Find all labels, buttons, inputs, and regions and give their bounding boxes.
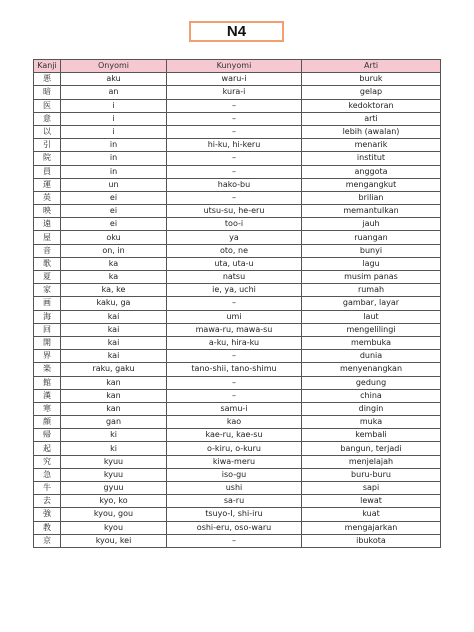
cell-onyomi: an [61, 86, 167, 99]
cell-arti: mengelilingi [302, 323, 441, 336]
table-row [34, 389, 441, 402]
table-row [34, 73, 441, 86]
cell-kunyomi: ushi [167, 482, 302, 495]
cell-onyomi: kyou [61, 521, 167, 534]
cell-kunyomi: uta, uta-u [167, 257, 302, 270]
cell-kanji: 院 [34, 152, 61, 165]
cell-arti: mengajarkan [302, 521, 441, 534]
cell-kunyomi: natsu [167, 271, 302, 284]
table-row [34, 376, 441, 389]
cell-onyomi: kan [61, 402, 167, 415]
cell-arti: menyenangkan [302, 363, 441, 376]
cell-kunyomi: utsu-su, he-eru [167, 205, 302, 218]
table-row [34, 336, 441, 349]
kanji-table [33, 59, 441, 548]
table-row [34, 429, 441, 442]
cell-kunyomi: – [167, 191, 302, 204]
table-row [34, 416, 441, 429]
cell-kunyomi: – [167, 99, 302, 112]
cell-kunyomi: – [167, 389, 302, 402]
cell-kunyomi: sa-ru [167, 495, 302, 508]
cell-kanji: 遠 [34, 218, 61, 231]
cell-onyomi: kyuu [61, 455, 167, 468]
cell-kunyomi: samu-i [167, 402, 302, 415]
cell-kanji: 医 [34, 99, 61, 112]
cell-arti: mengangkut [302, 178, 441, 191]
cell-kanji: 海 [34, 310, 61, 323]
cell-arti: gambar, layar [302, 297, 441, 310]
cell-arti: ruangan [302, 231, 441, 244]
table-row [34, 350, 441, 363]
cell-kunyomi: hi-ku, hi-keru [167, 139, 302, 152]
cell-kanji: 急 [34, 468, 61, 481]
cell-onyomi: kai [61, 323, 167, 336]
cell-kunyomi: ya [167, 231, 302, 244]
table-row [34, 323, 441, 336]
cell-kunyomi: kiwa-meru [167, 455, 302, 468]
cell-arti: musim panas [302, 271, 441, 284]
cell-kunyomi: kae-ru, kae-su [167, 429, 302, 442]
cell-kunyomi: – [167, 297, 302, 310]
table-row [34, 482, 441, 495]
cell-kunyomi: hako-bu [167, 178, 302, 191]
cell-arti: bangun, terjadi [302, 442, 441, 455]
cell-arti: china [302, 389, 441, 402]
cell-kunyomi: – [167, 112, 302, 125]
cell-kanji: 運 [34, 178, 61, 191]
cell-arti: kembali [302, 429, 441, 442]
cell-arti: menjelajah [302, 455, 441, 468]
table-row [34, 178, 441, 191]
cell-onyomi: on, in [61, 244, 167, 257]
cell-onyomi: aku [61, 73, 167, 86]
cell-kunyomi: mawa-ru, mawa-su [167, 323, 302, 336]
cell-kanji: 音 [34, 244, 61, 257]
cell-arti: arti [302, 112, 441, 125]
cell-onyomi: ka [61, 271, 167, 284]
cell-kunyomi: umi [167, 310, 302, 323]
cell-onyomi: i [61, 99, 167, 112]
table-row [34, 297, 441, 310]
cell-kanji: 映 [34, 205, 61, 218]
cell-kanji: 員 [34, 165, 61, 178]
cell-onyomi: gyuu [61, 482, 167, 495]
cell-kanji: 界 [34, 350, 61, 363]
cell-arti: buruk [302, 73, 441, 86]
cell-onyomi: kai [61, 336, 167, 349]
cell-arti: jauh [302, 218, 441, 231]
header-kunyomi: Kunyomi [167, 60, 302, 73]
cell-arti: buru-buru [302, 468, 441, 481]
cell-arti: brilian [302, 191, 441, 204]
cell-kunyomi: – [167, 152, 302, 165]
cell-arti: institut [302, 152, 441, 165]
cell-arti: gelap [302, 86, 441, 99]
cell-arti: anggota [302, 165, 441, 178]
header-onyomi: Onyomi [61, 60, 167, 73]
cell-onyomi: oku [61, 231, 167, 244]
table-row [34, 521, 441, 534]
cell-onyomi: ka [61, 257, 167, 270]
cell-arti: kedoktoran [302, 99, 441, 112]
cell-kanji: 以 [34, 125, 61, 138]
cell-arti: gedung [302, 376, 441, 389]
cell-arti: bunyi [302, 244, 441, 257]
cell-kanji: 楽 [34, 363, 61, 376]
cell-kanji: 顔 [34, 416, 61, 429]
table-row [34, 495, 441, 508]
cell-arti: dingin [302, 402, 441, 415]
cell-onyomi: kyuu [61, 468, 167, 481]
cell-kunyomi: – [167, 125, 302, 138]
cell-kanji: 英 [34, 191, 61, 204]
cell-kanji: 暗 [34, 86, 61, 99]
cell-kanji: 家 [34, 284, 61, 297]
cell-kunyomi: tsuyo-I, shi-iru [167, 508, 302, 521]
table-row [34, 468, 441, 481]
cell-arti: lebih (awalan) [302, 125, 441, 138]
cell-kanji: 画 [34, 297, 61, 310]
cell-kanji: 開 [34, 336, 61, 349]
table-row [34, 244, 441, 257]
header-kanji: Kanji [34, 60, 61, 73]
table-row [34, 152, 441, 165]
cell-onyomi: kai [61, 310, 167, 323]
cell-kunyomi: oshi-eru, oso-waru [167, 521, 302, 534]
cell-arti: rumah [302, 284, 441, 297]
cell-kanji: 館 [34, 376, 61, 389]
cell-arti: memantulkan [302, 205, 441, 218]
cell-kanji: 教 [34, 521, 61, 534]
cell-onyomi: un [61, 178, 167, 191]
cell-kanji: 歌 [34, 257, 61, 270]
cell-onyomi: kan [61, 389, 167, 402]
cell-onyomi: raku, gaku [61, 363, 167, 376]
cell-kanji: 去 [34, 495, 61, 508]
table-row [34, 284, 441, 297]
cell-kunyomi: kura-i [167, 86, 302, 99]
cell-arti: membuka [302, 336, 441, 349]
table-row [34, 125, 441, 138]
table-row [34, 534, 441, 547]
cell-onyomi: ki [61, 442, 167, 455]
cell-kunyomi: tano-shii, tano-shimu [167, 363, 302, 376]
cell-arti: lagu [302, 257, 441, 270]
cell-onyomi: ki [61, 429, 167, 442]
table-row [34, 205, 441, 218]
table-row [34, 442, 441, 455]
table-row [34, 363, 441, 376]
table-row [34, 271, 441, 284]
table-row [34, 508, 441, 521]
cell-arti: sapi [302, 482, 441, 495]
cell-onyomi: kyou, kei [61, 534, 167, 547]
cell-kunyomi: o-kiru, o-kuru [167, 442, 302, 455]
cell-kunyomi: a-ku, hira-ku [167, 336, 302, 349]
cell-arti: dunia [302, 350, 441, 363]
cell-onyomi: ka, ke [61, 284, 167, 297]
cell-kunyomi: – [167, 350, 302, 363]
cell-kanji: 夏 [34, 271, 61, 284]
cell-kanji: 帰 [34, 429, 61, 442]
cell-onyomi: kai [61, 350, 167, 363]
table-header-row [34, 60, 441, 73]
cell-kunyomi: – [167, 165, 302, 178]
cell-kanji: 寒 [34, 402, 61, 415]
page-title: N4 [189, 21, 284, 42]
cell-arti: menarik [302, 139, 441, 152]
table-row [34, 257, 441, 270]
cell-onyomi: ei [61, 218, 167, 231]
cell-onyomi: kaku, ga [61, 297, 167, 310]
cell-kanji: 悪 [34, 73, 61, 86]
cell-kunyomi: too-i [167, 218, 302, 231]
table-row [34, 112, 441, 125]
cell-onyomi: ei [61, 205, 167, 218]
cell-kanji: 屋 [34, 231, 61, 244]
cell-kunyomi: iso-gu [167, 468, 302, 481]
cell-onyomi: in [61, 139, 167, 152]
header-arti: Arti [302, 60, 441, 73]
cell-arti: kuat [302, 508, 441, 521]
cell-arti: muka [302, 416, 441, 429]
cell-kunyomi: waru-i [167, 73, 302, 86]
table-row [34, 402, 441, 415]
table-row [34, 165, 441, 178]
cell-kanji: 強 [34, 508, 61, 521]
table-row [34, 310, 441, 323]
cell-kanji: 究 [34, 455, 61, 468]
cell-onyomi: kyo, ko [61, 495, 167, 508]
cell-onyomi: i [61, 112, 167, 125]
cell-onyomi: in [61, 152, 167, 165]
cell-kanji: 京 [34, 534, 61, 547]
cell-kunyomi: kao [167, 416, 302, 429]
cell-kanji: 意 [34, 112, 61, 125]
table-row [34, 99, 441, 112]
cell-kunyomi: – [167, 376, 302, 389]
cell-onyomi: i [61, 125, 167, 138]
cell-kanji: 漢 [34, 389, 61, 402]
table-row [34, 139, 441, 152]
cell-kunyomi: ie, ya, uchi [167, 284, 302, 297]
cell-arti: lewat [302, 495, 441, 508]
cell-kanji: 引 [34, 139, 61, 152]
cell-onyomi: kyou, gou [61, 508, 167, 521]
table-row [34, 86, 441, 99]
table-row [34, 455, 441, 468]
cell-kanji: 牛 [34, 482, 61, 495]
table-row [34, 218, 441, 231]
table-body [34, 73, 441, 548]
cell-arti: laut [302, 310, 441, 323]
cell-onyomi: gan [61, 416, 167, 429]
cell-kanji: 起 [34, 442, 61, 455]
cell-onyomi: in [61, 165, 167, 178]
table-row [34, 231, 441, 244]
cell-kunyomi: – [167, 534, 302, 547]
cell-arti: ibukota [302, 534, 441, 547]
table-row [34, 191, 441, 204]
cell-kunyomi: oto, ne [167, 244, 302, 257]
cell-onyomi: kan [61, 376, 167, 389]
cell-kanji: 回 [34, 323, 61, 336]
cell-onyomi: ei [61, 191, 167, 204]
